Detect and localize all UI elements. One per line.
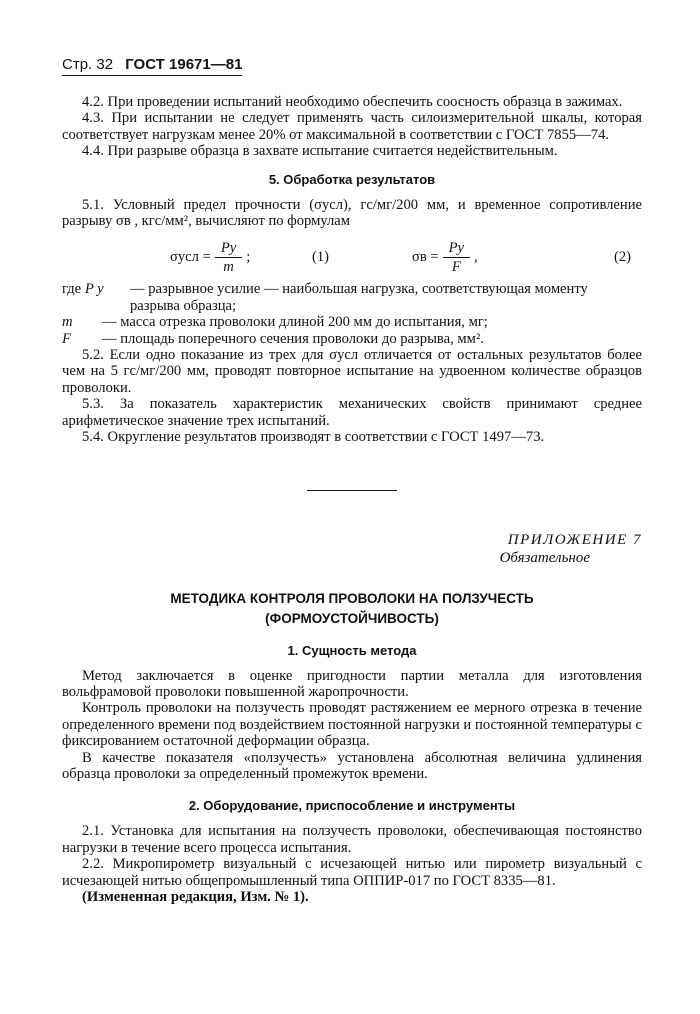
page-number: Стр. 32 (62, 56, 114, 73)
appendix-label: ПРИЛОЖЕНИЕ 7 (507, 531, 642, 548)
standard-number: ГОСТ 19671—81 (125, 56, 243, 73)
definition-row (62, 314, 642, 330)
method-paragraph-2: Контроль проволоки на ползучесть проводят растяжением ее мерного отрезка в течение определенного времени под воздействием постоянной нагрузки и постоянной температуры с фиксированием остаточной деформации образца. (62, 700, 642, 750)
clause-5-4: 5.4. Округление результатов производят в соответствии с ГОСТ 1497—73. (82, 429, 545, 446)
definition-text: — масса отрезка проволоки длиной 200 мм до испытания, мг; (102, 314, 488, 331)
clause-4-3: 4.3. При испытании не следует применять часть силоизмерительной шкалы, которая соответствует нагрузкам менее 20% от максимальной в соответствии с ГОСТ 7855—74. (62, 110, 642, 143)
clause-5-1: 5.1. Условный предел прочности (σусл), гс/мг/200 мм, и временное сопротивление разрыву σв , кгс/мм², вычисляют по формулам (62, 196, 642, 230)
formula-2 (412, 235, 478, 279)
section-divider (307, 490, 397, 491)
clause-5-3: 5.3. За показатель характеристик механических свойств принимают среднее арифметическое значение трех испытаний. (62, 396, 642, 429)
formula-2-lhs: σв = (412, 248, 439, 265)
formula-2-fraction (443, 239, 470, 276)
appendix-title-line-2: (ФОРМОУСТОЙЧИВОСТЬ) (265, 610, 439, 626)
definition-symbol: F (62, 330, 71, 347)
formula-1 (170, 235, 250, 279)
definition-symbol: m (62, 314, 73, 331)
formula-2-denominator: F (451, 258, 461, 275)
clause-4-2: 4.2. При проведении испытаний необходимо обеспечить соосность образца в зажимах. (82, 94, 623, 110)
formula-1-fraction (215, 239, 242, 276)
definition-row (62, 281, 642, 297)
section-5-heading: 5. Обработка результатов (268, 171, 436, 187)
formula-1-sep: ; (246, 248, 251, 265)
clause-4-4: 4.4. При разрыве образца в захвате испытание считается недействительным. (82, 143, 558, 160)
appendix-label-block (62, 531, 642, 567)
formula-1-numerator: Pу (215, 239, 242, 258)
formula-2-numerator: Pу (443, 239, 470, 258)
document-page (62, 56, 642, 905)
appendix-title (62, 589, 642, 629)
appendix-status: Обязательное (499, 549, 590, 566)
formula-definitions (62, 281, 642, 347)
method-heading: 1. Сущность метода (287, 642, 417, 658)
method-paragraph-3: В качестве показателя «ползучесть» установлена абсолютная величина удлинения образца проволоки за определенный промежуток времени. (62, 749, 642, 782)
formula-2-number: (2) (614, 248, 632, 265)
definition-text: — разрывное усилие — наибольшая нагрузка, соответствующая моменту (130, 281, 588, 298)
clause-2-2: 2.2. Микропирометр визуальный с исчезающей нитью или пирометр визуальный с исчезающей нитью общепромышленный типа ОППИР-017 по ГОСТ 8335—81. (62, 856, 642, 889)
definition-row (62, 331, 642, 347)
definition-continuation: разрыва образца; (130, 297, 237, 314)
formula-1-denominator: m (223, 258, 234, 275)
clause-2-1: 2.1. Установка для испытания на ползучесть проволоки, обеспечивающая постоянство нагрузки в течение всего процесса испытания. (62, 823, 642, 856)
definition-symbol: где P у (62, 281, 104, 298)
definition-text: — площадь поперечного сечения проволоки до разрыва, мм². (102, 330, 484, 347)
formula-1-number: (1) (312, 248, 330, 265)
equipment-heading: 2. Оборудование, приспособление и инструменты (188, 798, 516, 814)
amendment-note: (Измененная редакция, Изм. № 1). (82, 888, 309, 905)
appendix-title-line-1: МЕТОДИКА КОНТРОЛЯ ПРОВОЛОКИ НА ПОЛЗУЧЕСТЬ (170, 590, 534, 606)
page-header (62, 56, 242, 76)
clause-5-2: 5.2. Если одно показание из трех для σусл отличается от остальных результатов более чем на 5 гс/мг/200 мм, проводят повторное испытание на удвоенном количестве образцов проволоки. (62, 347, 642, 396)
formula-1-lhs: σусл = (170, 248, 211, 265)
formula-2-sep: , (474, 248, 478, 265)
formulas (62, 235, 642, 279)
method-paragraph-1: Метод заключается в оценке пригодности партии металла для изготовления вольфрамовой проволоки повышенной жаропрочности. (62, 667, 642, 700)
